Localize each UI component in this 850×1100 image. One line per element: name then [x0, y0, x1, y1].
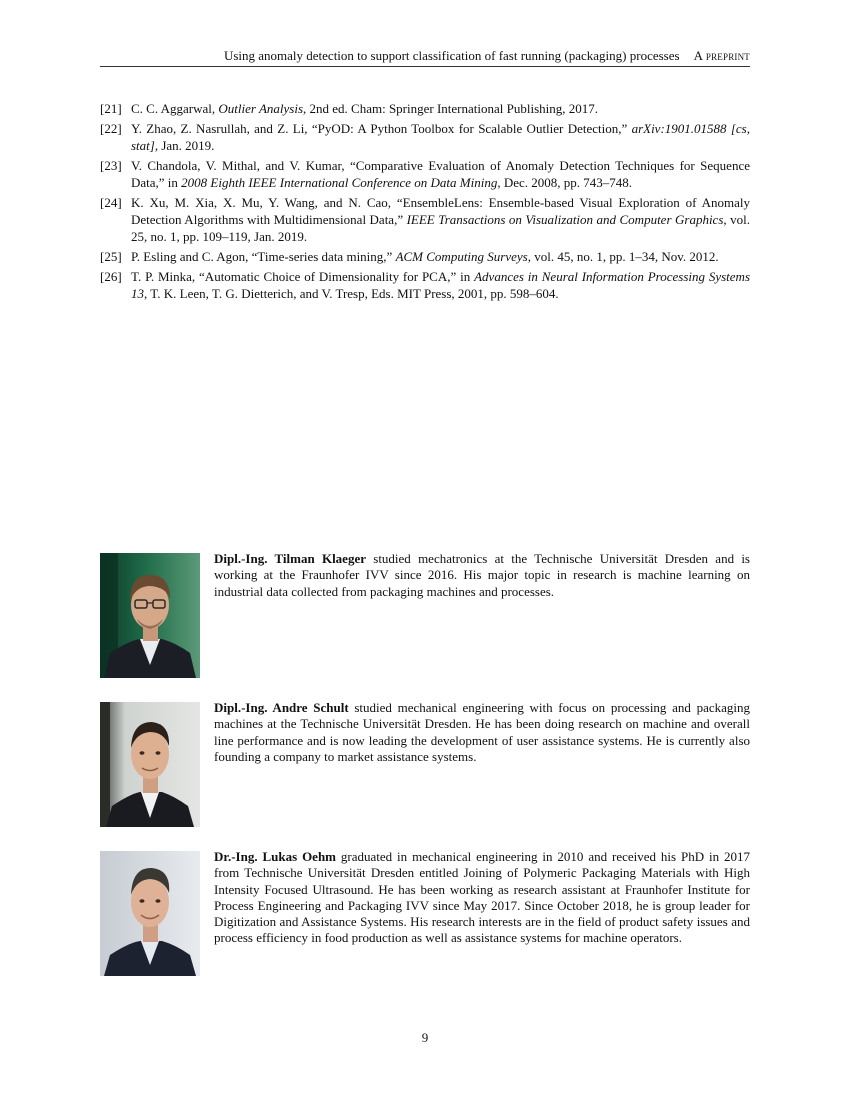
reference-italic: arXiv:1901.01588 [cs, stat] — [131, 121, 750, 153]
author-photo-klaeger — [100, 553, 200, 678]
author-name: Dr.-Ing. Lukas Oehm — [214, 849, 337, 864]
reference-number: [25] — [100, 249, 122, 264]
reference-text: K. Xu, M. Xia, X. Mu, Y. Wang, and N. Cao, “EnsembleLens: Ensemble-based Visual Exploration of Anomaly Detection Algorithms with Multidimensional Data,” — [131, 195, 750, 227]
reference-number: [21] — [100, 101, 122, 116]
reference-item — [100, 248, 750, 265]
page-number: 9 — [421, 1030, 429, 1045]
reference-text: T. P. Minka, “Automatic Choice of Dimensionality for PCA,” in — [131, 269, 475, 284]
reference-text: Y. Zhao, Z. Nasrullah, and Z. Li, “PyOD: A Python Toolbox for Scalable Outlier Detection,” — [131, 121, 632, 136]
reference-item — [100, 157, 750, 191]
reference-text-end: , Dec. 2008, pp. 743–748. — [497, 175, 633, 190]
author-bio-text — [214, 551, 750, 600]
running-header — [100, 48, 750, 64]
reference-text-end: , T. K. Leen, T. G. Dietterich, and V. Tresp, Eds. MIT Press, 2001, pp. 598–604. — [144, 286, 559, 301]
reference-number: [22] — [100, 121, 122, 136]
reference-text: V. Chandola, V. Mithal, and V. Kumar, “Comparative Evaluation of Anomaly Detection Techniques for Sequence Data,” in — [131, 158, 750, 190]
reference-item — [100, 120, 750, 154]
reference-text: P. Esling and C. Agon, “Time-series data mining,” — [131, 249, 396, 264]
author-description: graduated in mechanical engineering in 2010 and received his PhD in 2017 from Technische Universität Dresden entitled Joining of Polymeric Packaging Materials with High Intensity Focused Ultrasound. He has been working as research assistant at Fraunhofer Institute for Process Engineering and Packaging IVV since May 2017. Since October 2018, he is group leader for Digitization and Assistance Systems. His research interests are in the field of product safety issues and process efficiency in food production as well as assistance systems for machine operators. — [214, 849, 750, 946]
reference-item — [100, 194, 750, 245]
reference-text-end: , 2nd ed. Cham: Springer International Publishing, 2017. — [303, 101, 599, 116]
reference-italic: ACM Computing Surveys — [395, 249, 528, 264]
reference-number: [24] — [100, 195, 122, 210]
reference-text: C. C. Aggarwal, — [131, 101, 219, 116]
author-description: studied mechanical engineering with focus on processing and packaging machines at the Technische Universität Dresden. He has been doing research on machine and overall line performance and is now leading the development of user assistance systems. He is currently also founding a company to market assistance systems. — [214, 700, 750, 764]
reference-number: [26] — [100, 269, 122, 284]
author-name: Dipl.-Ing. Andre Schult — [214, 700, 349, 715]
reference-text-end: , vol. 45, no. 1, pp. 1–34, Nov. 2012. — [527, 249, 719, 264]
reference-italic: Outlier Analysis — [218, 101, 304, 116]
author-photo-schult — [100, 702, 200, 827]
author-bio-text — [214, 700, 750, 765]
author-name: Dipl.-Ing. Tilman Klaeger — [214, 551, 366, 566]
reference-text-end: , Jan. 2019. — [154, 138, 215, 153]
reference-list — [100, 100, 750, 305]
preprint-tag: A preprint — [693, 48, 750, 63]
reference-text-end: , vol. 25, no. 1, pp. 109–119, Jan. 2019. — [131, 212, 750, 244]
running-header-title: Using anomaly detection to support classification of fast running (packaging) processes — [223, 48, 680, 63]
reference-number: [23] — [100, 158, 122, 173]
author-bio-text — [214, 849, 750, 947]
reference-italic: 2008 Eighth IEEE International Conference on Data Mining — [181, 175, 498, 190]
reference-item — [100, 100, 750, 117]
reference-italic: Advances in Neural Information Processing Systems 13 — [131, 269, 751, 301]
author-description: studied mechatronics at the Technische Universität Dresden and is working at the Fraunhofer IVV since 2016. His major topic in research is machine learning on industrial data collected from packaging machines and processes. — [214, 551, 750, 599]
author-photo-oehm — [100, 851, 200, 976]
reference-item — [100, 268, 750, 302]
reference-italic: IEEE Transactions on Visualization and Computer Graphics — [406, 212, 724, 227]
header-rule — [100, 66, 750, 67]
